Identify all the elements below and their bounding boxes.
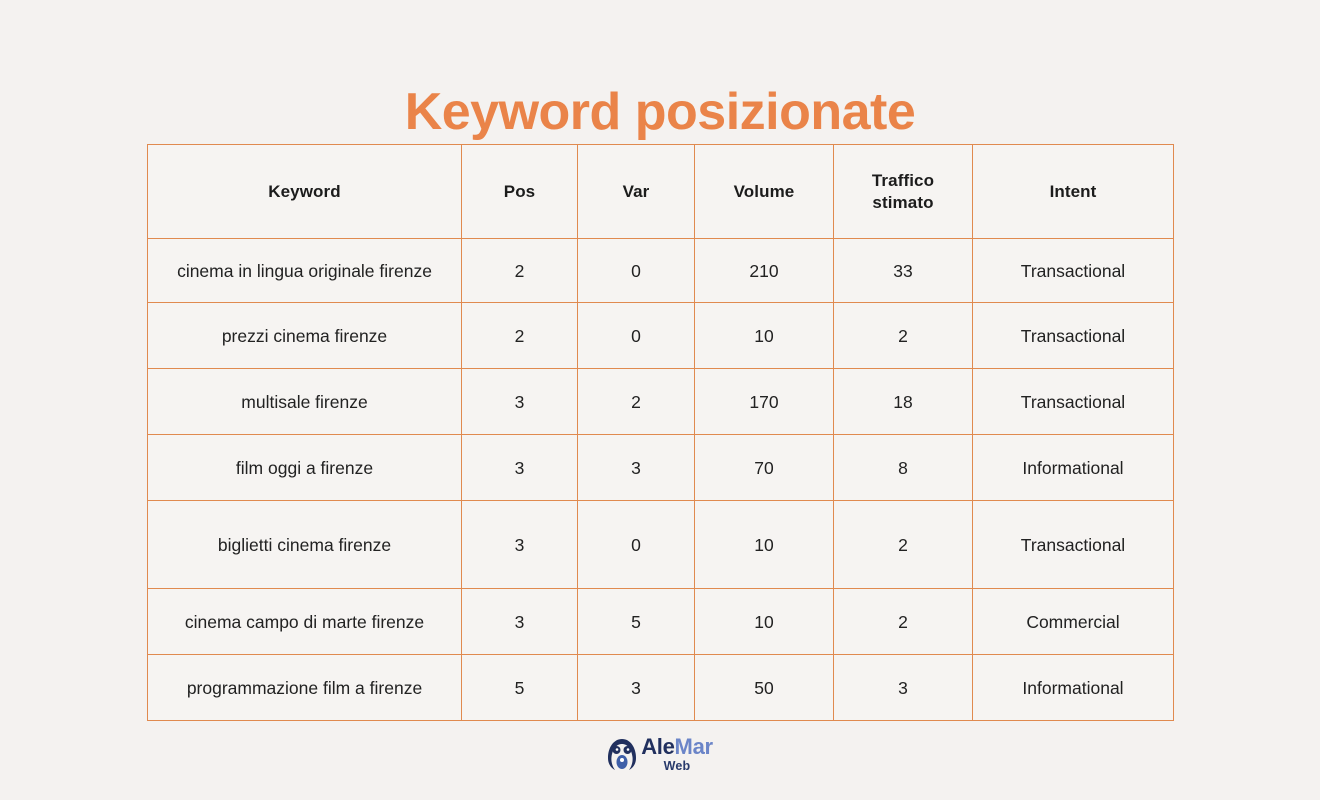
cell-intent: Transactional [973, 501, 1174, 589]
cell-keyword: cinema campo di marte firenze [148, 589, 462, 655]
column-header-traffico-stimato [834, 145, 973, 239]
brand-subtitle: Web [663, 759, 691, 773]
table-row [148, 303, 1174, 369]
cell-pos: 3 [462, 501, 578, 589]
table-header-row [148, 145, 1174, 239]
brand-word-secondary: Mar [674, 734, 713, 759]
cell-var: 3 [578, 655, 695, 721]
cell-volume: 10 [695, 589, 834, 655]
column-header-var: Var [578, 145, 695, 239]
cell-var: 2 [578, 369, 695, 435]
cell-traffico-stimato: 2 [834, 501, 973, 589]
cell-traffico-stimato: 3 [834, 655, 973, 721]
cell-intent: Informational [973, 655, 1174, 721]
cell-traffico-stimato: 2 [834, 303, 973, 369]
column-header-intent: Intent [973, 145, 1174, 239]
cell-traffico-stimato: 18 [834, 369, 973, 435]
alemar-figure-icon [607, 737, 637, 771]
cell-intent: Transactional [973, 369, 1174, 435]
cell-var: 0 [578, 239, 695, 303]
keyword-table-container [147, 144, 1173, 721]
cell-keyword: multisale firenze [148, 369, 462, 435]
cell-keyword: programmazione film a firenze [148, 655, 462, 721]
cell-var: 5 [578, 589, 695, 655]
cell-volume: 170 [695, 369, 834, 435]
cell-traffico-stimato: 2 [834, 589, 973, 655]
column-header-keyword: Keyword [148, 145, 462, 239]
cell-pos: 3 [462, 369, 578, 435]
table-row [148, 655, 1174, 721]
cell-pos: 2 [462, 239, 578, 303]
brand-logo-text [641, 736, 713, 773]
column-header-volume: Volume [695, 145, 834, 239]
column-header-traffico-line1: Traffico [871, 170, 935, 190]
table-row [148, 239, 1174, 303]
cell-pos: 3 [462, 435, 578, 501]
cell-volume: 210 [695, 239, 834, 303]
column-header-traffico-line2: stimato [872, 192, 934, 212]
cell-keyword: film oggi a firenze [148, 435, 462, 501]
brand-logo [0, 736, 1320, 773]
brand-wordmark [641, 736, 713, 758]
cell-traffico-stimato: 8 [834, 435, 973, 501]
table-body [148, 239, 1174, 721]
cell-pos: 5 [462, 655, 578, 721]
cell-pos: 3 [462, 589, 578, 655]
table-row [148, 501, 1174, 589]
cell-keyword: biglietti cinema firenze [148, 501, 462, 589]
table-row [148, 589, 1174, 655]
cell-keyword: prezzi cinema firenze [148, 303, 462, 369]
cell-intent: Informational [973, 435, 1174, 501]
cell-keyword: cinema in lingua originale firenze [148, 239, 462, 303]
cell-intent: Transactional [973, 239, 1174, 303]
cell-var: 3 [578, 435, 695, 501]
brand-logo-inner [607, 736, 713, 773]
table-row [148, 435, 1174, 501]
cell-intent: Transactional [973, 303, 1174, 369]
cell-var: 0 [578, 501, 695, 589]
table-header [148, 145, 1174, 239]
cell-traffico-stimato: 33 [834, 239, 973, 303]
page-title: Keyword posizionate [404, 82, 916, 141]
keyword-table [147, 144, 1174, 721]
brand-word-primary: Ale [641, 734, 675, 759]
cell-intent: Commercial [973, 589, 1174, 655]
cell-volume: 50 [695, 655, 834, 721]
cell-volume: 10 [695, 501, 834, 589]
cell-volume: 10 [695, 303, 834, 369]
cell-volume: 70 [695, 435, 834, 501]
cell-var: 0 [578, 303, 695, 369]
table-row [148, 369, 1174, 435]
column-header-pos: Pos [462, 145, 578, 239]
cell-pos: 2 [462, 303, 578, 369]
